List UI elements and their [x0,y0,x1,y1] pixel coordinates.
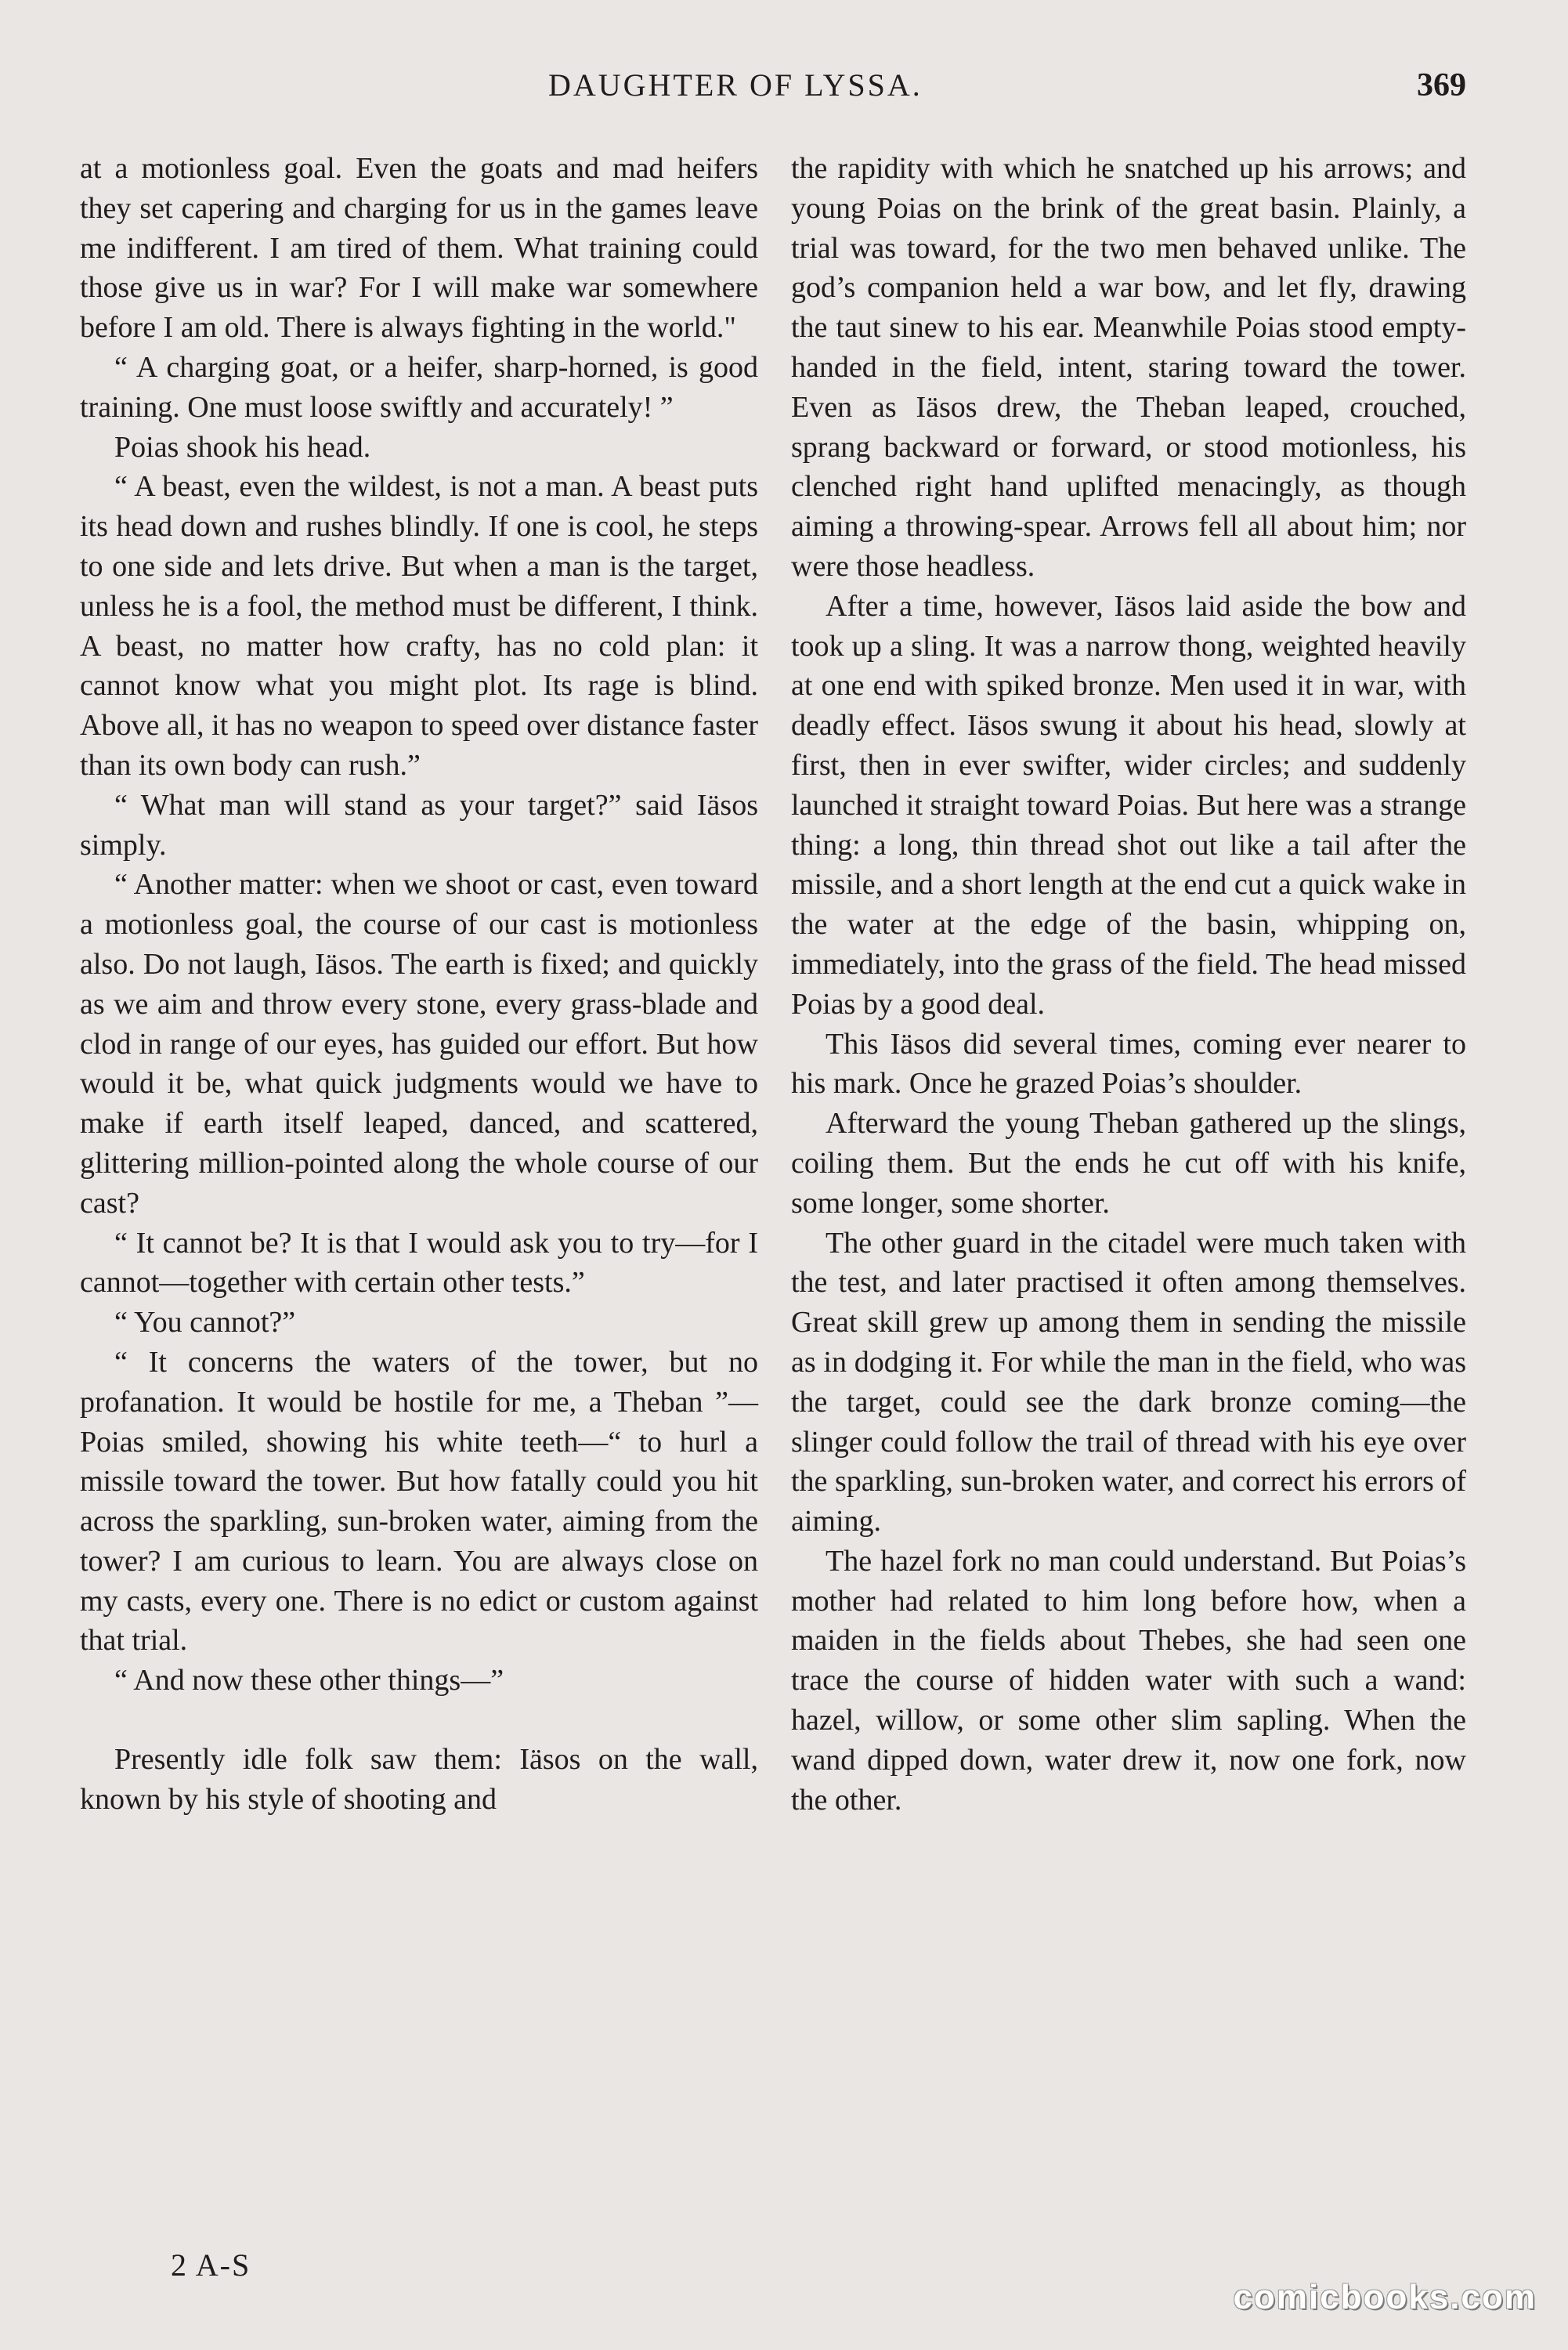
paragraph: “ You cannot?” [114,1306,296,1340]
paragraph: “ And now these other things—” [114,1664,504,1697]
paragraph: “ A beast, even the wildest, is not a man. A beast puts its head down and rushes blindly. If one is cool, he steps to one side and lets drive. But when a man is the target, unless he is a fool, the method must be different, I think. A beast, no matter how crafty, has no cold plan: it cannot know what you might plot. Its rage is blind. Above all, it has no weapon to speed over distance faster than its own body can rush.” [80,470,758,782]
paragraph: Afterward the young Theban gathered up the slings, coiling them. But the ends he cut off with his knife, some longer, some shorter. [791,1107,1466,1220]
running-head: DAUGHTER OF LYSSA. [548,67,923,103]
left-column [80,149,758,1820]
paragraph: at a motionless goal. Even the goats and mad heifers they set capering and charging for us in the games leave me indifferent. I am tired of them. What training could those give us in war? For I will make war somewhere before I am old. There is always fighting in the world." [80,152,758,345]
paragraph: Poias shook his head. [114,430,371,464]
paragraph: This Iäsos did several times, coming ever nearer to his mark. Once he grazed Poias’s shoulder. [791,1027,1466,1101]
paragraph: Presently idle folk saw them: Iäsos on the wall, known by his style of shooting and [80,1743,758,1816]
paragraph: The other guard in the citadel were much taken with the test, and later practised it often among themselves. Great skill grew up among them in sending the missile as in dodging it. For while the man in the field, who was the target, could see the dark bronze coming—the slinger could follow the trail of thread with his eye over the sparkling, sun-broken water, and correct his errors of aiming. [791,1226,1466,1538]
paragraph: “ It cannot be? It is that I would ask you to try—for I cannot—together with certain other tests.” [80,1226,758,1300]
paragraph: After a time, however, Iäsos laid aside the bow and took up a sling. It was a narrow thong, weighted heavily at one end with spiked bronze. Men used it in war, with deadly effect. Iäsos swung it about his head, slowly at first, then in ever swifter, wider circles; and suddenly launched it straight toward Poias. But here was a strange thing: a long, thin thread shot out like a tail after the missile, and a short length at the end cut a quick wake in the water at the edge of the basin, whipping on, immediately, into the grass of the field. The head missed Poias by a good deal. [791,589,1466,1021]
paragraph: “ Another matter: when we shoot or cast, even toward a motionless goal, the course of our cast is motionless also. Do not laugh, Iäsos. The earth is fixed; and quickly as we aim and throw every stone, every grass-blade and clod in range of our eyes, has guided our effort. But how would it be, what quick judgments would we have to make if earth itself leaped, danced, and scattered, glittering million-pointed along the whole course of our cast? [80,868,758,1220]
watermark-logo: comicbooks.com [1233,2278,1537,2316]
paragraph: “ It concerns the waters of the tower, but no profanation. It would be hostile for me, a Theban ”—Poias smiled, showing his white teeth—“ to hurl a missile toward the tower. But how fatally could you hit across the sparkling, sun-broken water, aiming from the tower? I am curious to learn. You are always close on my casts, every one. There is no edict or custom against that trial. [80,1345,758,1658]
paragraph: the rapidity with which he snatched up his arrows; and young Poias on the brink of the great basin. Plainly, a trial was toward, for the two men behaved unlike. The god’s companion held a war bow, and let fly, drawing the taut sinew to his ear. Meanwhile Poias stood empty-handed in the field, intent, staring toward the tower. Even as Iäsos drew, the Theban leaped, crouched, sprang backward or forward, or stood motionless, his clenched right hand uplifted menacingly, as though aiming a throwing-spear. Arrows fell all about him; nor were those headless. [791,152,1466,583]
signature-mark: 2 A-S [171,2247,251,2283]
page-number: 369 [1417,67,1466,103]
paragraph: The hazel fork no man could understand. But Poias’s mother had related to him long before how, when a maiden in the fields about Thebes, she had seen one trace the course of hidden water with such a wand: hazel, willow, or some other slim sapling. When the wand dipped down, water drew it, now one fork, now the other. [791,1544,1466,1817]
paragraph: “ What man will stand as your target?” said Iäsos simply. [80,788,758,862]
page-header [0,67,1568,114]
right-column [791,149,1466,1820]
paragraph: “ A charging goat, or a heifer, sharp-horned, is good training. One must loose swiftly and accurately! ” [80,350,758,424]
